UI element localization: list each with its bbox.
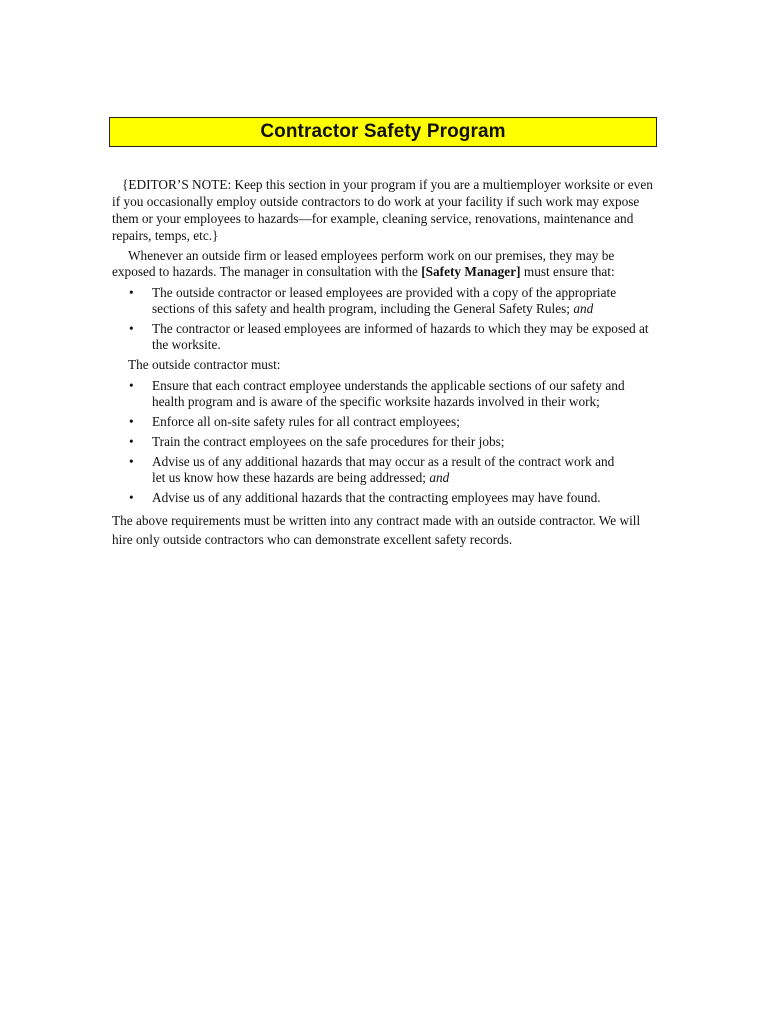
list-item-text-continued: let us know how these hazards are being addressed; bbox=[152, 470, 430, 485]
bullet-glyph: • bbox=[129, 321, 134, 336]
title-banner bbox=[109, 117, 657, 147]
closing-paragraph: The above requirements must be written into any contract made with an outside contractor. We will hire only outside contractors who can demonstrate excellent safety records. bbox=[112, 513, 641, 547]
list-item bbox=[112, 321, 658, 353]
page-title: Contractor Safety Program bbox=[260, 121, 506, 142]
list-item-text: Ensure that each contract employee understands the applicable sections of our safety and health program and is aware of the specific worksite hazards involved in their work; bbox=[152, 378, 625, 409]
document-body bbox=[112, 176, 658, 549]
list-item-text: Train the contract employees on the safe procedures for their jobs; bbox=[152, 434, 505, 449]
intro-text: Whenever an outside firm or leased employees perform work on our premises, they may be exposed to hazards. The manager in consultation with the bbox=[112, 248, 615, 279]
bullet-glyph: • bbox=[129, 454, 134, 469]
list-item-text: The contractor or leased employees are informed of hazards to which they may be exposed at the worksite. bbox=[152, 321, 649, 352]
list-item-text: Enforce all on-site safety rules for all contract employees; bbox=[152, 414, 460, 429]
list-item bbox=[112, 378, 658, 410]
list-item-italic: and bbox=[573, 301, 594, 316]
bullet-glyph: • bbox=[129, 434, 134, 449]
list-item bbox=[112, 414, 658, 430]
bullet-glyph: • bbox=[129, 414, 134, 429]
contractor-lead: The outside contractor must: bbox=[128, 357, 281, 372]
list-item-italic: and bbox=[429, 470, 450, 485]
list-item-text: The outside contractor or leased employees are provided with a copy of the appropriate sections of this safety and health program, including the General Safety Rules; bbox=[152, 285, 617, 316]
bullet-glyph: • bbox=[129, 490, 134, 505]
contractor-requirements-list bbox=[112, 378, 658, 506]
bullet-glyph: • bbox=[129, 378, 134, 393]
intro-text-end: must ensure that: bbox=[520, 264, 615, 279]
list-item bbox=[112, 285, 658, 317]
list-item-text: Advise us of any additional hazards that the contracting employees may have found. bbox=[152, 490, 601, 505]
manager-requirements-list bbox=[112, 285, 658, 353]
list-item bbox=[112, 434, 658, 450]
bullet-glyph: • bbox=[129, 285, 134, 300]
list-item bbox=[112, 454, 658, 486]
safety-manager-placeholder: [Safety Manager] bbox=[421, 264, 521, 279]
intro-paragraph bbox=[112, 248, 658, 280]
list-item bbox=[112, 490, 658, 506]
editor-note: {EDITOR’S NOTE: Keep this section in your program if you are a multiemployer worksite or even if you occasionally employ outside contractors to do work at your facility if such work may expose them or your employees to hazards—for example, cleaning service, renovations, maintenance and repairs, temps, etc.} bbox=[112, 177, 653, 243]
list-item-text: Advise us of any additional hazards that may occur as a result of the contract work and bbox=[152, 454, 615, 469]
